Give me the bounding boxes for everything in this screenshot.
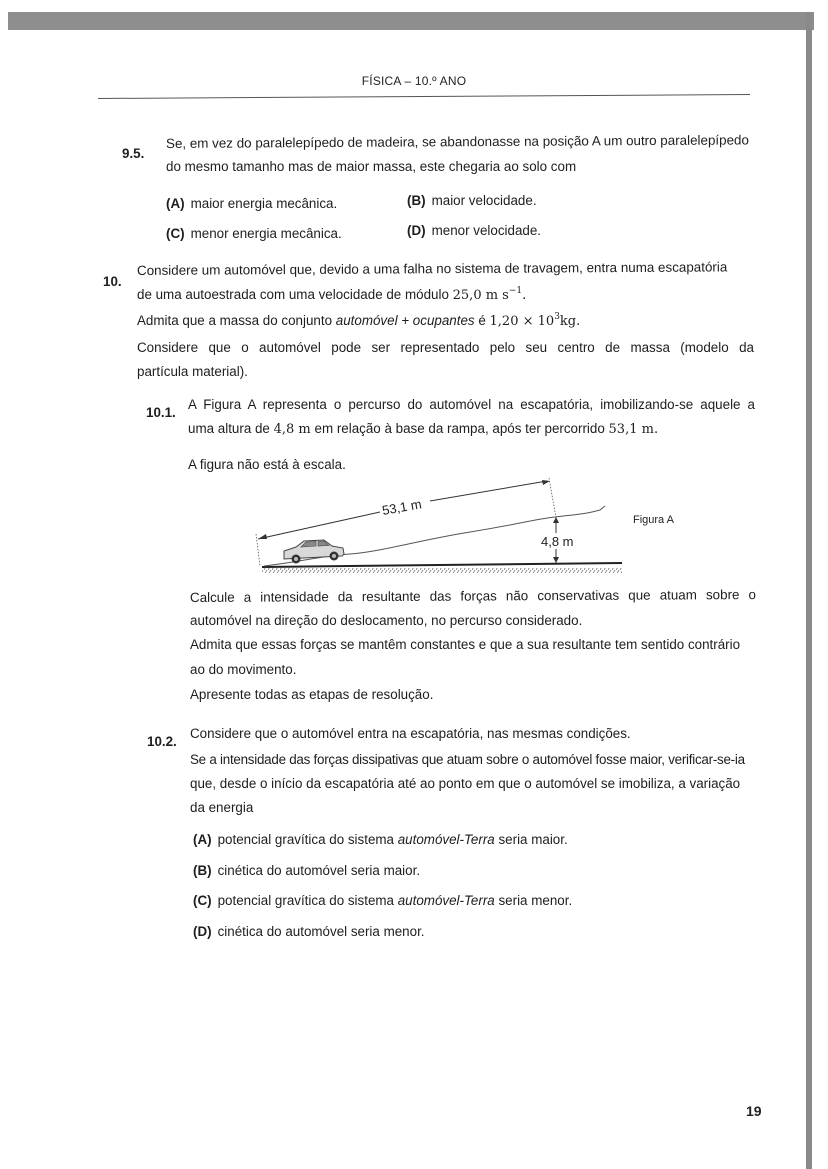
- option-letter: (B): [407, 193, 426, 208]
- text-fragment: de uma autoestrada com uma velocidade de módulo: [137, 287, 449, 302]
- option-letter: (C): [193, 893, 212, 908]
- arrowhead-left: [258, 534, 267, 539]
- question-number: 10.2.: [147, 734, 177, 749]
- distance-arrow-right: [430, 481, 547, 501]
- ground-line: [262, 563, 622, 567]
- mass-value: $1,20 \times 10^3kg$.: [489, 312, 581, 329]
- speed-number: 25,0 m s: [452, 288, 509, 303]
- option-text: cinética do automóvel seria menor.: [217, 924, 425, 939]
- question-number: 9.5.: [122, 146, 145, 161]
- option-text: menor velocidade.: [431, 223, 542, 238]
- question-number: 10.: [103, 274, 122, 289]
- question-text: A Figura A representa o percurso do automóvel na escapatória, imobilizando-se aquele a: [188, 397, 755, 412]
- text-fragment: em relação à base da rampa, após ter percorrido: [314, 421, 605, 436]
- option-text: potencial gravítica do sistema: [217, 832, 394, 847]
- question-text: [188, 419, 658, 440]
- question-text: Considere que o automóvel pode ser representado pelo seu centro de massa (modelo da: [137, 340, 754, 355]
- height-arrowhead-top: [553, 517, 559, 523]
- option-c[interactable]: [193, 891, 572, 911]
- distance-value: 53,1 m.: [608, 422, 659, 437]
- option-text: potencial gravítica do sistema: [217, 893, 394, 908]
- task-text: Calcule a intensidade da resultante das forças não conservativas que atuam sobre o: [189, 587, 757, 605]
- height-arrowhead-bottom: [553, 557, 559, 563]
- option-b[interactable]: [193, 861, 420, 881]
- task-text: automóvel na direção do deslocamento, no percurso considerado.: [190, 613, 583, 628]
- option-text: maior velocidade.: [431, 193, 537, 208]
- mass-unit: kg: [559, 314, 577, 329]
- option-b[interactable]: [407, 191, 537, 211]
- italic-term: automóvel + ocupantes: [335, 313, 475, 328]
- figure-caption: Figura A: [633, 514, 674, 526]
- question-text: do mesmo tamanho mas de maior massa, este chegaria ao solo com: [166, 159, 577, 174]
- option-a[interactable]: [166, 194, 337, 214]
- task-text: ao do movimento.: [190, 662, 297, 677]
- scan-top-border: [8, 12, 814, 30]
- speed-exponent: −1: [508, 286, 523, 296]
- question-text: [137, 285, 526, 306]
- question-text: Considere que o automóvel entra na escapatória, nas mesmas condições.: [190, 726, 631, 741]
- option-text: cinética do automóvel seria maior.: [217, 863, 421, 878]
- option-letter: (B): [193, 863, 212, 878]
- question-text: Considere um automóvel que, devido a uma falha no sistema de travagem, entra numa escapatória: [136, 259, 728, 278]
- distance-label: 53,1 m: [380, 496, 423, 518]
- task-text: Apresente todas as etapas de resolução.: [190, 687, 434, 702]
- question-text: da energia: [190, 800, 254, 815]
- option-letter: (A): [193, 832, 212, 847]
- option-d[interactable]: [193, 922, 425, 942]
- question-text: que, desde o início da escapatória até ao ponto em que o automóvel se imobiliza, a variação: [190, 776, 741, 791]
- speed-value: 25,0 m $s^{-1}$.: [452, 286, 527, 303]
- distance-number: 53,1 m: [608, 422, 654, 437]
- figure-a: [240, 470, 700, 585]
- car-icon: [284, 540, 344, 564]
- scale-note: A figura não está à escala.: [188, 457, 346, 472]
- option-text: seria menor.: [498, 893, 573, 908]
- mass-number: 1,20 × 10: [489, 314, 555, 329]
- question-text: Se a intensidade das forças dissipativas que atuam sobre o automóvel fosse maior, verificar-se-ia: [190, 752, 745, 767]
- height-label: 4,8 m: [541, 534, 574, 549]
- ground-hatching: [262, 568, 622, 573]
- mass-exponent: 3: [554, 312, 560, 322]
- scan-right-border: [806, 12, 812, 1169]
- text-fragment: Admita que a massa do conjunto: [137, 313, 333, 328]
- text-fragment: é: [478, 313, 486, 328]
- distance-arrow-left: [258, 512, 380, 539]
- question-number: 10.1.: [146, 405, 176, 420]
- option-letter: (D): [193, 924, 212, 939]
- option-d[interactable]: [407, 221, 541, 241]
- option-text: maior energia mecânica.: [190, 196, 338, 211]
- header-rule: [98, 94, 750, 99]
- distance-extension-right: [549, 478, 556, 518]
- option-text: seria maior.: [498, 832, 568, 847]
- page-header: FÍSICA – 10.º ANO: [361, 74, 467, 88]
- option-text: menor energia mecânica.: [190, 226, 342, 241]
- question-text: partícula material).: [137, 364, 248, 379]
- option-letter: (C): [166, 226, 185, 241]
- page-number: 19: [746, 1103, 762, 1119]
- question-text: [137, 311, 580, 332]
- option-letter: (A): [166, 196, 185, 211]
- task-text: Admita que essas forças se mantêm constantes e que a sua resultante tem sentido contrário: [190, 637, 741, 652]
- text-fragment: uma altura de: [188, 421, 270, 436]
- question-text: Se, em vez do paralelepípedo de madeira, se abandonasse na posição A um outro paralelepípedo: [165, 132, 749, 151]
- italic-term: automóvel-Terra: [397, 893, 495, 908]
- option-letter: (D): [407, 223, 426, 238]
- italic-term: automóvel-Terra: [397, 832, 495, 847]
- option-c[interactable]: [166, 224, 342, 244]
- arrowhead-right: [542, 480, 550, 485]
- option-a[interactable]: [193, 830, 568, 850]
- height-value: 4,8 m: [273, 422, 311, 437]
